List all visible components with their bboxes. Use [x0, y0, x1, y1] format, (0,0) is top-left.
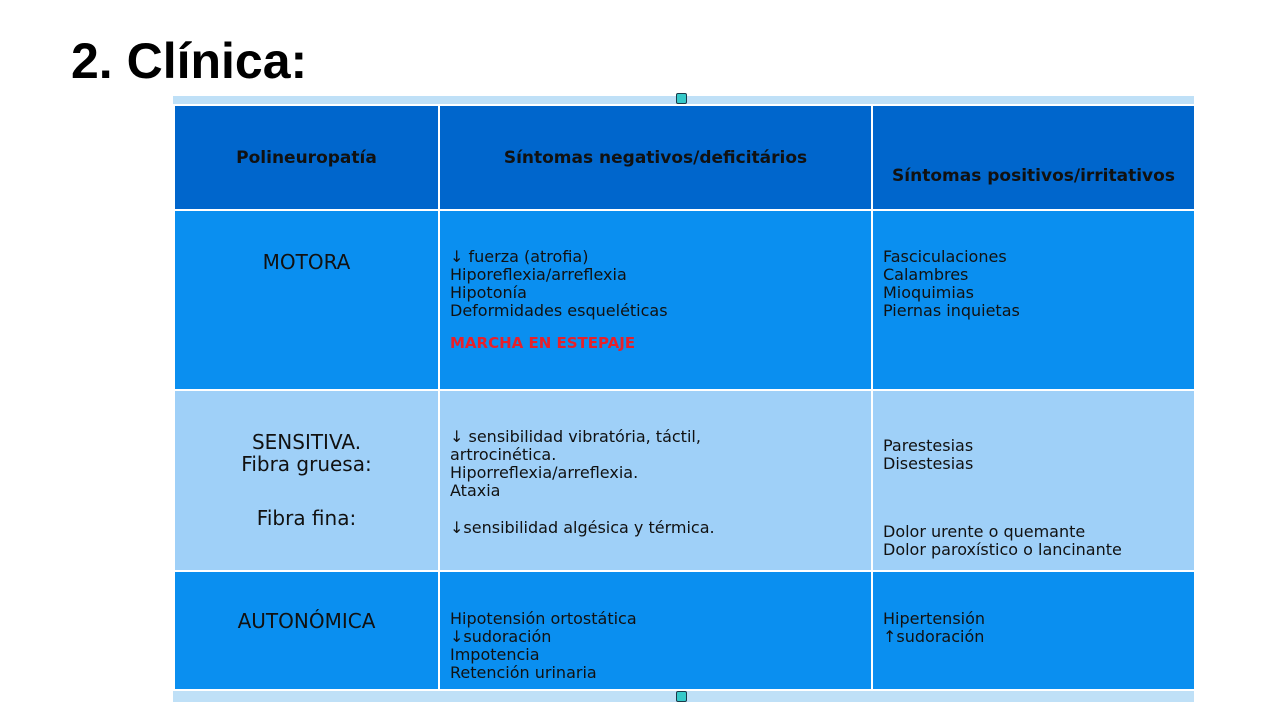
motora-negativos: ↓ fuerza (atrofia) Hiporeflexia/arreflexia Hipotonía Deformidades esqueléticas MARCHA EN ESTEPAJE [439, 210, 872, 390]
motora-positivos: Fasciculaciones Calambres Mioquimias Piernas inquietas [872, 210, 1195, 390]
header-polineuropatia: Polineuropatía [174, 105, 439, 210]
sensitiva-negativos: ↓ sensibilidad vibratória, táctil, artrocinética. Hiporreflexia/arreflexia. Ataxia ↓sensibilidad algésica y térmica. [439, 390, 872, 571]
row-label-motora: MOTORA [174, 210, 439, 390]
marcha-estepaje-highlight: MARCHA EN ESTEPAJE [450, 334, 636, 352]
autonomica-positivos: Hipertensión ↑sudoración [872, 571, 1195, 690]
table-header-row [174, 105, 1195, 210]
row-label-autonomica: AUTONÓMICA [174, 571, 439, 690]
resize-handle-bottom[interactable] [676, 691, 687, 702]
row-sensitiva [174, 390, 1195, 571]
row-label-sensitiva: SENSITIVA. Fibra gruesa: Fibra fina: [174, 390, 439, 571]
row-motora [174, 210, 1195, 390]
header-positivos: Síntomas positivos/irritativos [872, 105, 1195, 210]
resize-handle-top[interactable] [676, 93, 687, 104]
clinical-table [173, 104, 1196, 691]
autonomica-negativos: Hipotensión ortostática ↓sudoración Impotencia Retención urinaria [439, 571, 872, 690]
header-negativos: Síntomas negativos/deficitários [439, 105, 872, 210]
slide-title: 2. Clínica: [71, 33, 308, 89]
sensitiva-positivos: Parestesias Disestesias Dolor urente o quemante Dolor paroxístico o lancinante [872, 390, 1195, 571]
row-autonomica [174, 571, 1195, 690]
